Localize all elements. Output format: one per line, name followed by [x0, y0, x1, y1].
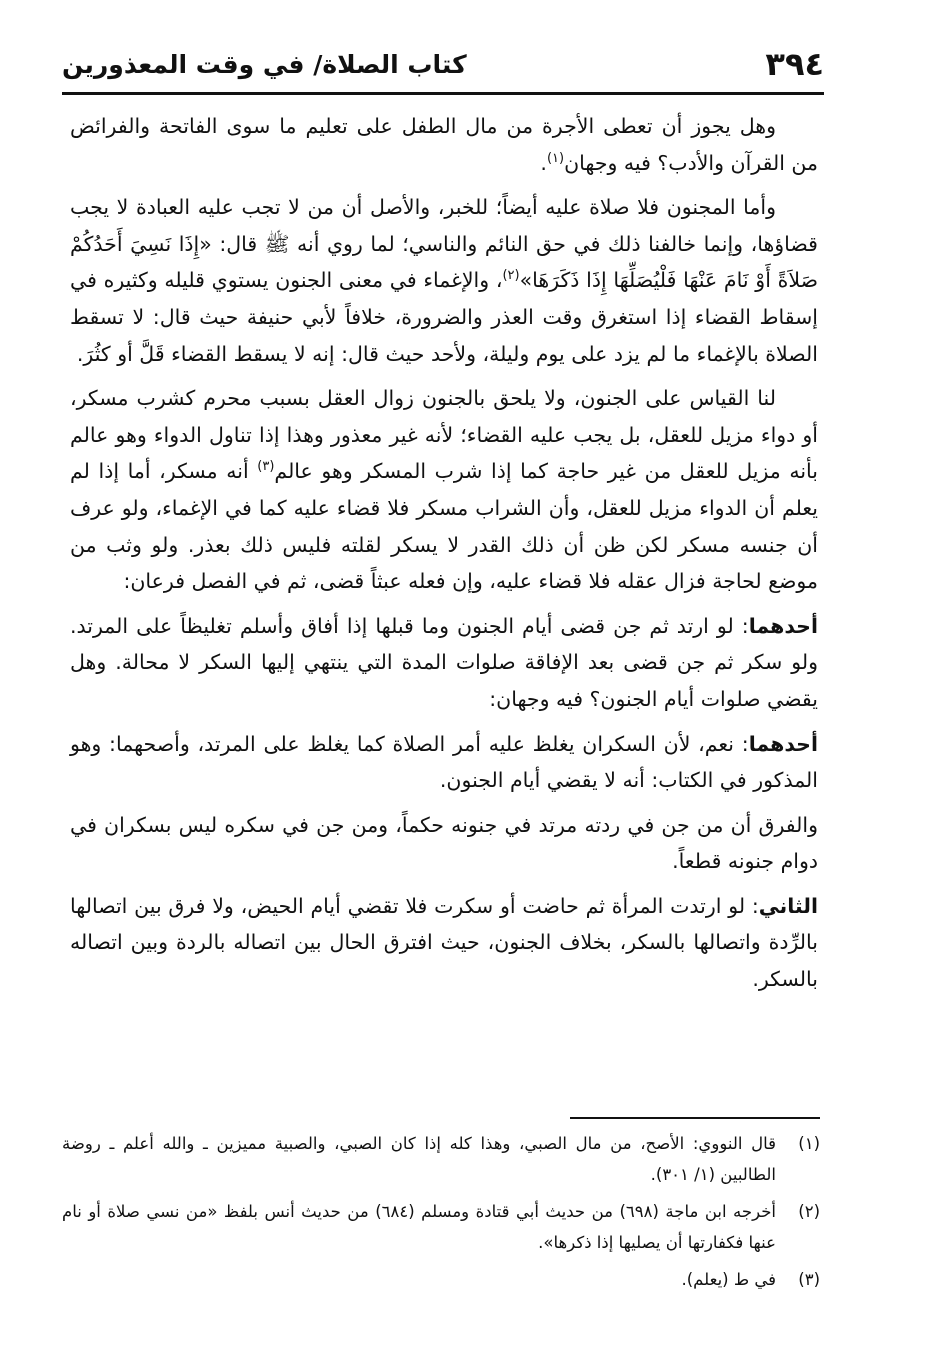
paragraph-text: : لو ارتدت المرأة ثم حاضت أو سكرت فلا تقضي أيام الحيض، ولا فرق بين اتصالها بالرِّدة واتصالها بالسكر، بخلاف الجنون، حيث افترق الحال بين اتصاله بالردة وبين اتصاله بالسكر. [70, 893, 818, 992]
page-header [62, 40, 824, 88]
paragraph [70, 189, 818, 372]
header-rule [62, 92, 824, 95]
paragraph-tail: أنه مسكر، أما إذا لم يعلم أن الدواء مزيل للعقل، وأن الشراب مسكر فلا قضاء عليه كما في الإغماء، ولو عرف أن جنسه مسكر لكن ظن أن ذلك القدر لا يسكر لقلته فليس ذلك بعذر. ولو وثب من موضع لحاجة فزال عقله فلا قضاء عليه، وإن فعله عبثاً قضى، ثم في الفصل فرعان: [70, 459, 818, 594]
running-title: كتاب الصلاة/ في وقت المعذورين [62, 49, 467, 79]
paragraph [70, 807, 818, 880]
paragraph-text: : نعم، لأن السكران يغلظ عليه أمر الصلاة كما يغلظ على المرتد، وأصحهما: وهو المذكور في الكتاب: أنه لا يقضي أيام الجنون. [70, 731, 818, 793]
paragraph [70, 108, 818, 181]
paragraph-lead: أحدهما [748, 613, 818, 638]
main-text [70, 108, 818, 1006]
paragraph-text: والفرق أن من جن في ردته مرتد في جنونه حكماً، ومن جن في سكره ليس بسكران في دوام جنونه قطعاً. [70, 812, 818, 874]
footnote-text: في ط (يعلم). [681, 1270, 776, 1289]
footnote-number: (٣) [798, 1270, 820, 1289]
footnote-ref: (٢) [502, 268, 520, 284]
paragraph-text: : لو ارتد ثم جن قضى أيام الجنون وما قبلها إذا أفاق وأسلم تغليظاً على المرتد. ولو سكر ثم جن قضى بعد الإفاقة صلوات المدة التي ينتهي إليها السكر لا محالة. وهل يقضي صلوات أيام الجنون؟ فيه وجهان: [70, 613, 818, 711]
footnote-separator [570, 1117, 820, 1119]
footnotes [62, 1128, 820, 1301]
paragraph-text: وهل يجوز أن تعطى الأجرة من مال الطفل على تعليم ما سوى الفاتحة والفرائض من القرآن والأدب؟ فيه وجهان [70, 114, 818, 175]
paragraph-lead: الثاني [758, 893, 818, 918]
footnote-number: (٢) [798, 1202, 820, 1221]
paragraph-lead: أحدهما [748, 731, 818, 756]
footnote-text: قال النووي: الأصح، من مال الصبي، وهذا كله إذا كان الصبي، والصبية مميزين ـ والله أعلم ـ روضة الطالبين (١/ ٣٠١). [62, 1134, 776, 1184]
footnote [62, 1264, 820, 1295]
paragraph-text: لنا القياس على الجنون، ولا يلحق بالجنون زوال العقل بسبب محرم كشرب مسكر، أو دواء مزيل للعقل، بل يجب عليه القضاء؛ لأنه غير معذور وهذا إذا تناول الدواء وهو عالم بأنه مزيل للعقل من غير حاجة كما إذا شرب المسكر وهو عالم [70, 386, 818, 484]
paragraph [70, 380, 818, 600]
paragraph [70, 726, 818, 799]
paragraph-text: وأما المجنون فلا صلاة عليه أيضاً؛ للخبر، والأصل أن من لا تجب عليه العبادة لا يجب قضاؤها، وإنما خالفنا ذلك في حق النائم والناسي؛ لما روي أنه ﷺ قال: «إِذَا نَسِيَ أَحَدُكُمْ صَلاَةً أَوْ نَامَ عَنْهَا فَلْيُصَلِّهَا إِذَا ذَكَرَهَا» [70, 195, 818, 293]
paragraph-tail: . [540, 150, 547, 175]
paragraph [70, 608, 818, 718]
footnote-ref: (١) [546, 150, 565, 166]
page-number: ٣٩٤ [765, 45, 824, 83]
footnote [62, 1196, 820, 1258]
footnote-ref: (٣) [257, 459, 275, 475]
paragraph-tail: ، والإغماء في معنى الجنون يستوي قليله وكثيره في إسقاط القضاء إذا استغرق وقت العذر والضرورة، خلافاً لأبي حنيفة حيث قال: لا تسقط الصلاة بالإغماء ما لم يزد على يوم وليلة، ولأحد حيث قال: إنه لا يسقط القضاء قَلَّ أو كثُرَ. [70, 268, 818, 366]
footnote [62, 1128, 820, 1190]
footnote-text: أخرجه ابن ماجة (٦٩٨) من حديث أبي قتادة ومسلم (٦٨٤) من حديث أنس بلفظ «من نسي صلاة أو نام عنها فكفارتها أن يصليها إذا ذكرها». [62, 1202, 776, 1252]
paragraph [70, 888, 818, 998]
footnote-number: (١) [798, 1134, 820, 1153]
